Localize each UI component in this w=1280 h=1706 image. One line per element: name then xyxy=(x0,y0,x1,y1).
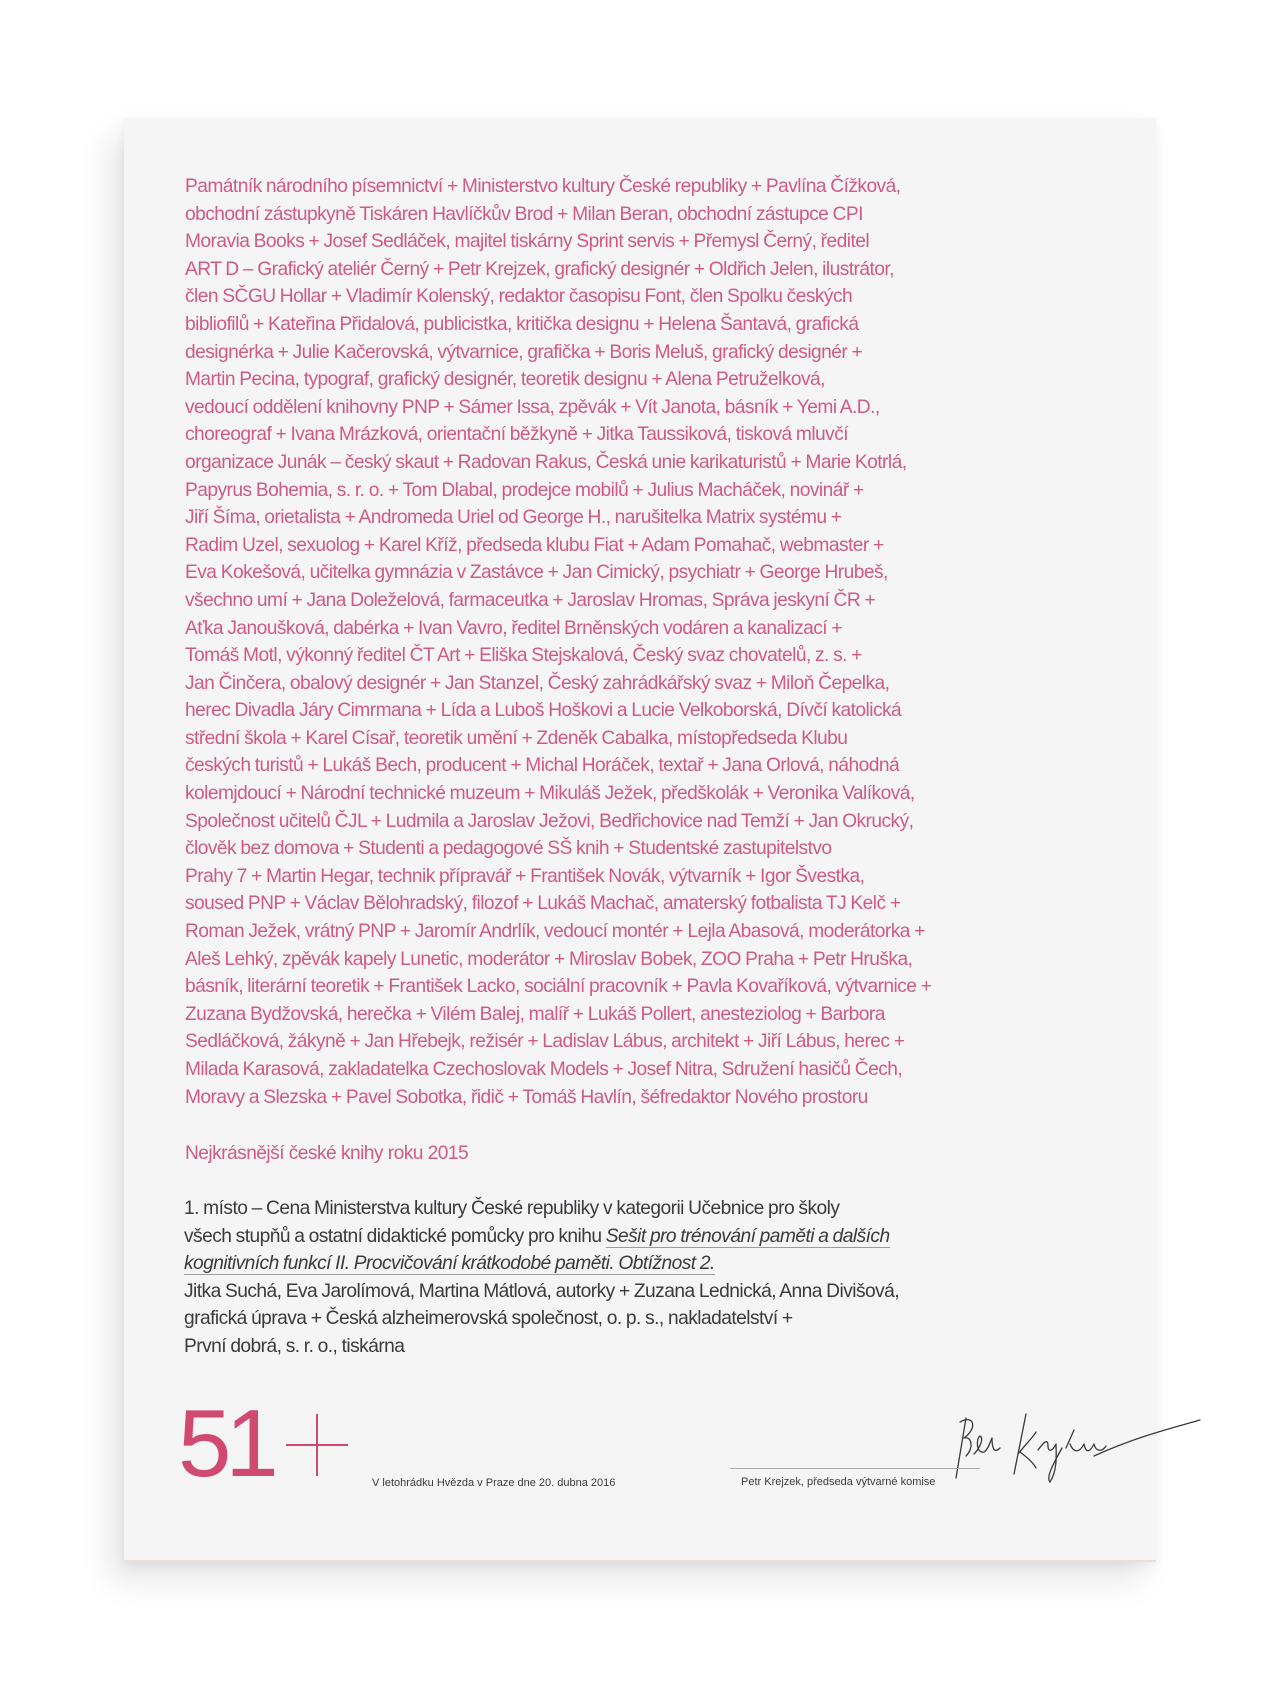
book-title: kognitivních funkcí II. Procvičování krátkodobé paměti. Obtížnost 2. xyxy=(184,1253,715,1275)
credits-line: ART D – Grafický ateliér Černý + Petr Krejzek, grafický designér + Oldřich Jelen, ilustrátor, xyxy=(185,258,894,280)
award-line xyxy=(184,1250,1134,1278)
credits-line: designérka + Julie Kačerovská, výtvarnice, grafička + Boris Meluš, grafický designér + xyxy=(185,341,863,363)
credits-line: Martin Pecina, typograf, grafický designér, teoretik designu + Alena Petruželková, xyxy=(185,369,825,391)
credits-line: všechno umí + Jana Doleželová, farmaceutka + Jaroslav Hromas, Správa jeskyní ČR + xyxy=(185,589,876,611)
credits-line: Prahy 7 + Martin Hegar, technik přípravář + František Novák, výtvarník + Igor Švestka, xyxy=(185,865,865,887)
credits-line: básník, literární teoretik + František Lacko, sociální pracovník + Pavla Kovaříková, výtvarnice + xyxy=(185,976,932,998)
credits-line: střední škola + Karel Císař, teoretik umění + Zdeněk Cabalka, místopředseda Klubu xyxy=(185,727,848,749)
credits-line: Aleš Lehký, zpěvák kapely Lunetic, moderátor + Miroslav Bobek, ZOO Praha + Petr Hruška, xyxy=(185,948,913,970)
credits-line: bibliofilů + Kateřina Přidalová, publicistka, kritička designu + Helena Šantavá, grafická xyxy=(185,313,859,335)
credits-line: organizace Junák – český skaut + Radovan Rakus, Česká unie karikaturistů + Marie Kotrlá, xyxy=(185,451,907,473)
edition-title: Nejkrásnější české knihy roku 2015 xyxy=(185,1143,469,1164)
award-line-prefix: všech stupňů a ostatní didaktické pomůcky pro knihu xyxy=(184,1225,606,1247)
credits-line: Eva Kokešová, učitelka gymnázia v Zastávce + Jan Cimický, psychiatr + George Hrubeš, xyxy=(185,562,888,584)
credits-line: herec Divadla Járy Cimrmana + Lída a Luboš Hoškovi a Lucie Velkoborská, Dívčí katolická xyxy=(185,700,902,722)
credits-line: Sedláčková, žákyně + Jan Hřebejk, režisér + Ladislav Lábus, architekt + Jiří Lábus, herec + xyxy=(185,1031,905,1053)
credits-line: Roman Ježek, vrátný PNP + Jaromír Andrlík, vedoucí montér + Lejla Abasová, moderátorka + xyxy=(185,921,925,943)
credits-line: obchodní zástupkyně Tiskáren Havlíčkův Brod + Milan Beran, obchodní zástupce CPI xyxy=(185,203,863,225)
credits-line: Zuzana Bydžovská, herečka + Vilém Balej, malíř + Lukáš Pollert, anesteziolog + Barbora xyxy=(185,1003,885,1025)
credits-line: Aťka Janoušková, dabérka + Ivan Vavro, ředitel Brněnských vodáren a kanalizací + xyxy=(185,617,843,639)
credits-line: Radim Uzel, sexuolog + Karel Kříž, předseda klubu Fiat + Adam Pomahač, webmaster + xyxy=(185,534,884,556)
award-citation xyxy=(184,1195,1134,1361)
credits-line: českých turistů + Lukáš Bech, producent + Michal Horáček, textař + Jana Orlová, náhodná xyxy=(185,755,900,777)
credits-line: Památník národního písemnictví + Ministerstvo kultury České republiky + Pavlína Čížková, xyxy=(185,176,901,197)
credits-line: vedoucí oddělení knihovny PNP + Sámer Issa, zpěvák + Vít Janota, básník + Yemi A.D., xyxy=(185,396,880,418)
credits-line: choreograf + Ivana Mrázková, orientační běžkyně + Jitka Taussiková, tisková mluvčí xyxy=(185,424,849,446)
credits-line: Moravia Books + Josef Sedláček, majitel tiskárny Sprint servis + Přemysl Černý, ředitel xyxy=(185,231,870,253)
credits-line: Jiří Šíma, orietalista + Andromeda Uriel od George H., narušitelka Matrix systému + xyxy=(185,507,842,529)
credits-line: člověk bez domova + Studenti a pedagogové SŠ knih + Studentské zastupitelstvo xyxy=(185,838,832,860)
signature-line xyxy=(730,1468,980,1469)
signature-icon xyxy=(944,1408,1204,1488)
credits-line: Jan Činčera, obalový designér + Jan Stanzel, Český zahrádkářský svaz + Miloň Čepelka, xyxy=(185,672,890,694)
credits-line: Tomáš Motl, výkonný ředitel ČT Art + Eliška Stejskalová, Český svaz chovatelů, z. s. + xyxy=(185,645,862,667)
credits-line: Společnost učitelů ČJL + Ludmila a Jaroslav Ježovi, Bedřichovice nad Temží + Jan Okrucký, xyxy=(185,810,914,832)
certificate-sheet xyxy=(124,118,1156,1562)
credits-line: Moravy a Slezska + Pavel Sobotka, řidič + Tomáš Havlín, šéfredaktor Nového prostoru xyxy=(185,1086,868,1108)
award-line xyxy=(184,1223,1134,1251)
award-line: Jitka Suchá, Eva Jarolímová, Martina Mátlová, autorky + Zuzana Lednická, Anna Divišová, xyxy=(184,1280,900,1302)
credits-line: kolemjdoucí + Národní technické muzeum + Mikuláš Ježek, předškolák + Veronika Valíková, xyxy=(185,783,915,805)
credits-line: Papyrus Bohemia, s. r. o. + Tom Dlabal, prodejce mobilů + Julius Macháček, novinář + xyxy=(185,479,864,501)
award-line: grafická úprava + Česká alzheimerovská společnost, o. p. s., nakladatelství + xyxy=(184,1308,793,1330)
signatory-name: Petr Krejzek, předseda výtvarné komise xyxy=(741,1476,936,1488)
book-title: Sešit pro trénování paměti a dalších xyxy=(605,1225,890,1247)
credits-line: člen SČGU Hollar + Vladimír Kolenský, redaktor časopisu Font, člen Spolku českých xyxy=(185,286,853,308)
credits-list xyxy=(185,173,1125,1111)
plus-icon xyxy=(286,1414,348,1476)
award-line: 1. místo – Cena Ministerstva kultury České republiky v kategorii Učebnice pro školy xyxy=(184,1198,840,1219)
place-date: V letohrádku Hvězda v Praze dne 20. dubna 2016 xyxy=(372,1477,616,1489)
credits-line: soused PNP + Václav Bělohradský, filozof + Lukáš Machač, amaterský fotbalista TJ Kelč + xyxy=(185,893,901,915)
credits-line: Milada Karasová, zakladatelka Czechoslovak Models + Josef Nitra, Sdružení hasičů Čech, xyxy=(185,1059,903,1080)
award-number: 51 xyxy=(178,1390,273,1497)
award-line: První dobrá, s. r. o., tiskárna xyxy=(184,1335,405,1357)
